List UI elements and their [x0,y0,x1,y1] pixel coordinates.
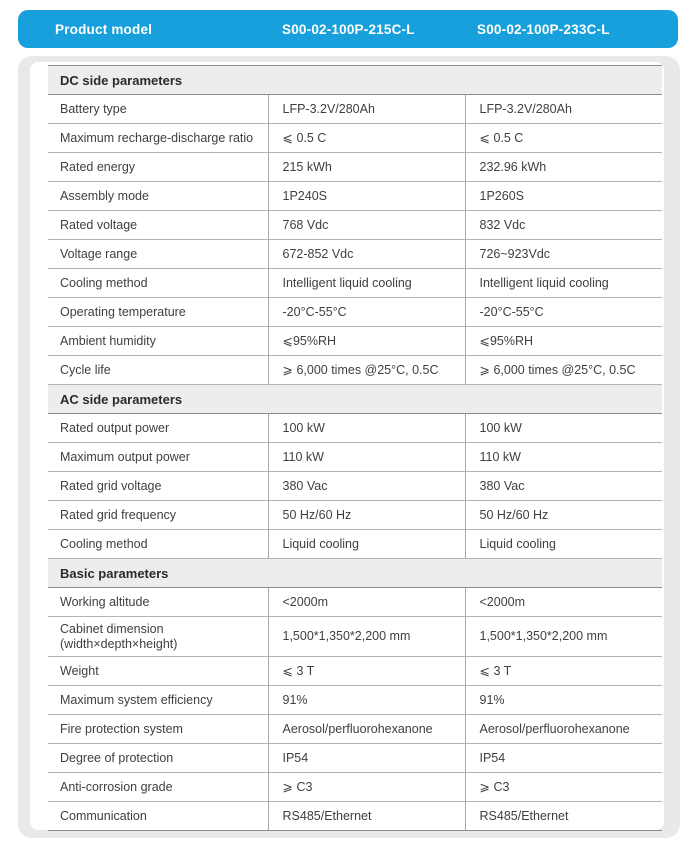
parameter-label: Working altitude [48,588,268,617]
value-model-2: LFP-3.2V/280Ah [465,95,662,124]
spec-row [48,269,662,298]
value-model-1: ⩾ 6,000 times @25°C, 0.5C [268,356,465,385]
parameter-label: Cooling method [48,269,268,298]
value-model-2: 1,500*1,350*2,200 mm [465,617,662,657]
value-model-1: IP54 [268,744,465,773]
value-model-1: LFP-3.2V/280Ah [268,95,465,124]
spec-row [48,327,662,356]
spec-row [48,686,662,715]
value-model-2: -20°C-55°C [465,298,662,327]
parameter-label: Rated output power [48,414,268,443]
value-model-2: 50 Hz/60 Hz [465,501,662,530]
parameter-label: Maximum system efficiency [48,686,268,715]
spec-table [48,65,662,831]
spec-row [48,773,662,802]
spec-row [48,530,662,559]
value-model-1: <2000m [268,588,465,617]
value-model-1: Aerosol/perfluorohexanone [268,715,465,744]
spec-row [48,95,662,124]
value-model-2: 380 Vac [465,472,662,501]
spec-row [48,211,662,240]
value-model-2: 232.96 kWh [465,153,662,182]
section-title: DC side parameters [48,66,662,95]
spec-row [48,240,662,269]
value-model-1: 380 Vac [268,472,465,501]
header-product-model-label: Product model [55,21,153,37]
spec-row [48,802,662,831]
value-model-2: Intelligent liquid cooling [465,269,662,298]
parameter-label: Weight [48,657,268,686]
value-model-2: ⩽ 3 T [465,657,662,686]
value-model-2: 91% [465,686,662,715]
value-model-1: 50 Hz/60 Hz [268,501,465,530]
parameter-label: Cycle life [48,356,268,385]
spec-row [48,298,662,327]
parameter-label: Ambient humidity [48,327,268,356]
spec-table-body [48,66,662,831]
value-model-1: 672-852 Vdc [268,240,465,269]
value-model-2: 726~923Vdc [465,240,662,269]
section-header-row [48,66,662,95]
spec-row [48,657,662,686]
value-model-1: 768 Vdc [268,211,465,240]
spec-row [48,744,662,773]
value-model-1: 100 kW [268,414,465,443]
product-header-bar [18,10,678,48]
value-model-1: 1,500*1,350*2,200 mm [268,617,465,657]
parameter-label: Cooling method [48,530,268,559]
value-model-1: ⩾ C3 [268,773,465,802]
value-model-1: RS485/Ethernet [268,802,465,831]
value-model-1: ⩽95%RH [268,327,465,356]
value-model-2: 100 kW [465,414,662,443]
parameter-label: Communication [48,802,268,831]
spec-row [48,501,662,530]
value-model-2: 1P260S [465,182,662,211]
value-model-2: Liquid cooling [465,530,662,559]
section-header-row [48,385,662,414]
spec-row [48,588,662,617]
value-model-1: Intelligent liquid cooling [268,269,465,298]
value-model-2: ⩽95%RH [465,327,662,356]
spec-panel [18,56,680,838]
parameter-label: Rated voltage [48,211,268,240]
value-model-2: RS485/Ethernet [465,802,662,831]
value-model-1: 110 kW [268,443,465,472]
spec-row [48,414,662,443]
spec-row [48,124,662,153]
value-model-1: -20°C-55°C [268,298,465,327]
parameter-label: Rated grid voltage [48,472,268,501]
parameter-label: Rated grid frequency [48,501,268,530]
spec-row [48,443,662,472]
value-model-1: 1P240S [268,182,465,211]
parameter-label: Fire protection system [48,715,268,744]
spec-row [48,182,662,211]
section-title: Basic parameters [48,559,662,588]
parameter-label: Anti-corrosion grade [48,773,268,802]
spec-row [48,617,662,657]
spec-row [48,153,662,182]
section-title: AC side parameters [48,385,662,414]
header-model-2: S00-02-100P-233C-L [477,21,610,37]
parameter-label: Maximum output power [48,443,268,472]
value-model-2: 110 kW [465,443,662,472]
value-model-2: 832 Vdc [465,211,662,240]
parameter-label: Voltage range [48,240,268,269]
parameter-label: Operating temperature [48,298,268,327]
spec-row [48,472,662,501]
spec-row [48,715,662,744]
section-header-row [48,559,662,588]
parameter-sublabel: (width×depth×height) [60,636,178,651]
value-model-1: Liquid cooling [268,530,465,559]
value-model-2: <2000m [465,588,662,617]
value-model-1: ⩽ 0.5 C [268,124,465,153]
value-model-1: 91% [268,686,465,715]
spec-row [48,356,662,385]
parameter-label: Rated energy [48,153,268,182]
value-model-2: Aerosol/perfluorohexanone [465,715,662,744]
header-model-1: S00-02-100P-215C-L [282,21,415,37]
value-model-1: 215 kWh [268,153,465,182]
parameter-label: Cabinet dimension (width×depth×height) [48,617,268,657]
value-model-1: ⩽ 3 T [268,657,465,686]
parameter-label: Assembly mode [48,182,268,211]
spec-card [30,62,664,830]
parameter-label: Maximum recharge-discharge ratio [48,124,268,153]
value-model-2: IP54 [465,744,662,773]
value-model-2: ⩾ 6,000 times @25°C, 0.5C [465,356,662,385]
parameter-label: Degree of protection [48,744,268,773]
value-model-2: ⩽ 0.5 C [465,124,662,153]
value-model-2: ⩾ C3 [465,773,662,802]
parameter-label: Battery type [48,95,268,124]
